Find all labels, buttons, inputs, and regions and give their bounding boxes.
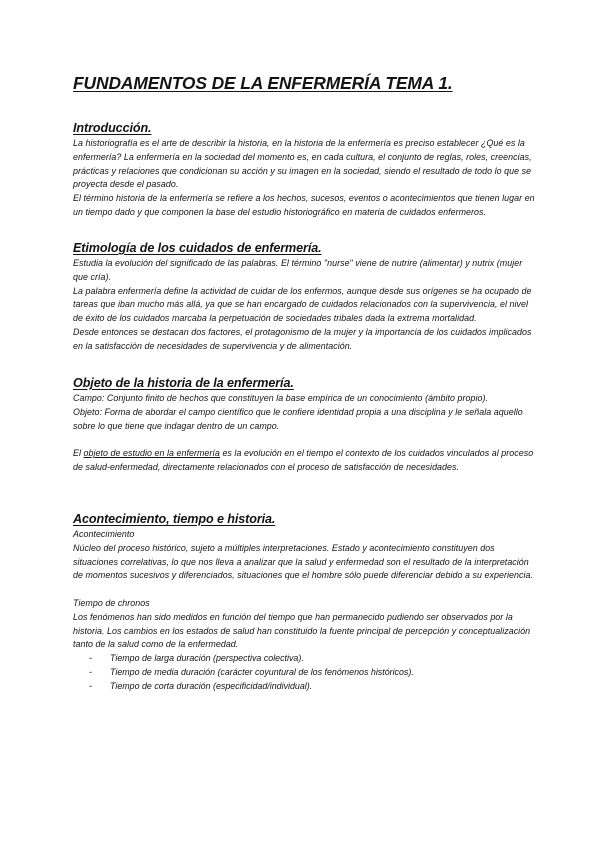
subheading-acontecimiento: Acontecimiento: [73, 529, 135, 539]
underlined-term: objeto de estudio en la enfermería: [83, 448, 220, 459]
document-title: FUNDAMENTOS DE LA ENFERMERÍA TEMA 1.: [73, 73, 453, 93]
paragraph: La palabra enfermería define la actividad de cuidar de los enfermos, aunque desde sus orígenes se ha ocupado de tareas que iban mucho más allá, ya que se han encargado de cuidados relacionados con la supervivencia, el nivel de éxito de los cuidados marcaba la perpetuación de sociedades tribales dada la extrema mortalidad.: [73, 285, 532, 324]
list-item: [73, 666, 535, 680]
list-item-text: Tiempo de media duración (carácter coyuntural de los fenómenos históricos).: [110, 666, 414, 677]
section-objeto: [73, 376, 535, 475]
section-heading: Introducción.: [73, 121, 152, 135]
paragraph-campo: Campo: Conjunto finito de hechos que constituyen la base empírica de un conocimiento (ámbito propio).: [73, 393, 489, 403]
list-item: [73, 652, 535, 666]
paragraph: Núcleo del proceso histórico, sujeto a múltiples interpretaciones. Estado y acontecimiento constituyen dos situaciones correlativas, lo que nos lleva a analizar que la salud y enfermedad son el resultado de la interpretación de momentos sucesivos y diferenciados, situaciones que el hombre sólo puede diferenciar debido a su experiencia.: [73, 542, 533, 581]
bullet-list: [73, 652, 535, 693]
section-heading: Objeto de la historia de la enfermería.: [73, 376, 294, 390]
paragraph-objeto-estudio: [73, 447, 535, 475]
paragraph: Desde entonces se destacan dos factores, el protagonismo de la mujer y la importancia de los cuidados implicados en la satisfacción de necesidades de supervivencia y de alimentación.: [73, 326, 532, 351]
list-item: [73, 680, 535, 694]
dash-bullet-icon: -: [89, 653, 92, 664]
paragraph: La historiografía es el arte de describir la historia, en la historia de la enfermería es preciso establecer ¿Qué es la enfermería? La enfermería en la sociedad del momento es, en cada cultura, el conjunto de reglas, roles, creencias, prácticas y relaciones que condicionan su acción y su imagen en la sociedad, siendo el resultado de todo lo que se proyecta desde el pasado.: [73, 138, 532, 190]
section-acontecimiento: [73, 512, 535, 694]
dash-bullet-icon: -: [89, 666, 92, 677]
subheading-tiempo-chronos: Tiempo de chronos: [73, 597, 150, 608]
section-heading: Acontecimiento, tiempo e historia.: [73, 512, 276, 526]
section-heading: Etimología de los cuidados de enfermería.: [73, 241, 322, 255]
paragraph: El término historia de la enfermería se refiere a los hechos, sucesos, eventos o acontecimientos que tienen lugar en un tiempo dado y que componen la base del estudio historiográfico en materia de cuidados enfermeros.: [73, 193, 535, 217]
dash-bullet-icon: -: [89, 680, 92, 691]
paragraph-objeto: Objeto: Forma de abordar el campo científico que le confiere identidad propia a una disciplina y le señala aquello sobre lo que tiene que indagar dentro de un campo.: [73, 406, 523, 431]
paragraph: Estudia la evolución del significado de las palabras. El término "nurse" viene de nutrire (alimentar) y nutrix (mujer que cría).: [73, 258, 523, 282]
list-item-text: Tiempo de larga duración (perspectiva colectiva).: [110, 653, 304, 664]
section-introduccion: [73, 121, 535, 220]
paragraph: Los fenómenos han sido medidos en función del tiempo que han permanecido pudiendo ser observados por la historia. Los cambios en los estados de salud han constituido la fuente principal de percepción y conceptualización tanto de la salud como de la enfermedad.: [73, 611, 531, 650]
section-etimologia: [73, 241, 535, 354]
list-item-text: Tiempo de corta duración (especificidad/individual).: [110, 680, 313, 691]
text-run: es la evolución en el tiempo el contexto de los cuidados vinculados al proceso de salud-enfermedad, directamente relacionados con el proceso de satisfacción de necesidades.: [73, 448, 534, 472]
text-run: El: [73, 448, 84, 459]
